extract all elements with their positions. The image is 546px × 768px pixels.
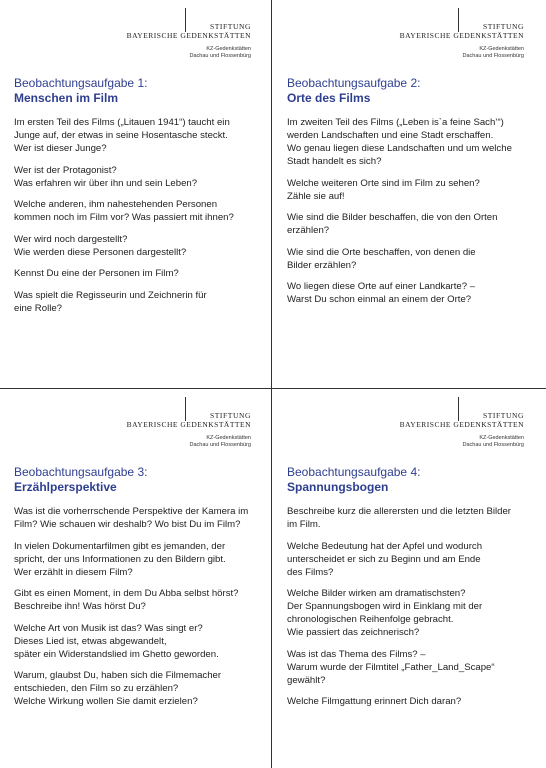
task-label: Beobachtungsaufgabe 1: [14,76,148,90]
question [287,116,537,168]
question-line: Welche Filmgattung erinnert Dich daran? [287,696,462,707]
logo-line-name: BAYERISCHE GEDENKSTÄTTEN [126,420,251,429]
question [287,177,537,203]
logo-bar [458,8,459,32]
question [14,669,264,708]
question [287,648,537,687]
task-label: Beobachtungsaufgabe 4: [287,465,421,479]
logo-line-stiftung: STIFTUNG [209,411,251,420]
question [287,211,537,237]
logo-line-name: BAYERISCHE GEDENKSTÄTTEN [399,31,524,40]
question-line: Welche weiteren Orte sind im Film zu sehen? [287,177,480,189]
logo-line-stiftung: STIFTUNG [209,22,251,31]
question-line: Was ist das Thema des Films? – [287,648,426,660]
question-line: Wer erzählt in diesem Film? [14,566,133,578]
question-line: Welche Wirkung wollen Sie damit erzielen? [14,696,198,707]
question-line: Film? Wie schauen wir deshalb? Wo bist Du im Film? [14,519,241,530]
task-card-2 [273,0,546,384]
question-line: Was ist die vorherrschende Perspektive der Kamera im [14,506,249,517]
question-line: Dieses Lied ist, etwas abgewandelt, [14,635,167,647]
logo-line-stiftung: STIFTUNG [482,22,524,31]
question [287,587,537,639]
question [14,267,264,280]
question [287,540,537,579]
question-line: erzählen? [287,225,330,236]
question-line: Bilder erzählen? [287,259,357,271]
logo-line-name: BAYERISCHE GEDENKSTÄTTEN [126,31,251,40]
foundation-logo [123,397,251,453]
logo-bar [458,397,459,421]
question-list [287,116,537,315]
question-line: gewählt? [287,674,326,686]
foundation-logo [123,8,251,64]
question-line: Junge auf, der etwas in seine Hosentasche steckt. [14,130,228,141]
question-line: eine Rolle? [14,302,63,314]
question-list [14,505,264,717]
question-line: Kennst Du eine der Personen im Film? [14,268,179,279]
logo-line-locations: Dachau und Flossenbürg [189,442,251,448]
question [14,116,264,155]
question-line: Wer ist der Protagonist? [14,164,117,176]
question [287,246,537,272]
question [14,540,264,579]
question-line: Wer wird noch dargestellt? [14,233,128,245]
logo-line-sites: KZ-Gedenkstätten [206,435,251,441]
question-list [287,505,537,717]
question-line: In vielen Dokumentarfilmen gibt es jemanden, der [14,540,226,552]
logo-line-name: BAYERISCHE GEDENKSTÄTTEN [399,420,524,429]
question-line: Warum, glaubst Du, haben sich die Filmemacher [14,670,222,681]
question-line: Welche Art von Musik ist das? Was singt er? [14,622,203,634]
question [14,289,264,315]
question [287,280,537,306]
question-line: Warst Du schon einmal an einem der Orte? [287,294,472,305]
question-line: Welche anderen, ihm nahestehenden Personen [14,199,218,210]
question-line: Wie werden diese Personen dargestellt? [14,246,187,258]
logo-line-locations: Dachau und Flossenbürg [462,442,524,448]
question-line: spricht, der uns Informationen zu den Bildern gibt. [14,553,226,565]
task-title: Erzählperspektive [14,480,117,494]
question-line: Zähle sie auf! [287,190,345,202]
question-line: Welche Bilder wirken am dramatischsten? [287,588,466,599]
question-line: Der Spannungsbogen wird in Einklang mit der [287,601,483,612]
task-title: Spannungsbogen [287,480,389,494]
question-list [14,116,264,323]
question-line: unterscheidet er sich zu Beginn und am Ende [287,553,481,565]
logo-line-sites: KZ-Gedenkstätten [479,435,524,441]
question [14,622,264,661]
question-line: Im zweiten Teil des Films („Leben is`a feine Sach’“) [287,117,504,128]
question-line: im Film. [287,519,321,530]
task-card-1 [0,0,273,384]
task-card-4 [273,389,546,768]
question [14,587,264,613]
foundation-logo [396,397,524,453]
logo-line-locations: Dachau und Flossenbürg [189,53,251,59]
question [287,695,537,708]
question-line: Wer ist dieser Junge? [14,143,107,154]
question-line: Beschreibe ihn! Was hörst Du? [14,601,146,612]
question-line: Welche Bedeutung hat der Apfel und wodurch [287,540,483,552]
question-line: Stadt handelt es sich? [287,156,382,167]
question-line: Was spielt die Regisseurin und Zeichnerin für [14,289,207,301]
question [14,198,264,224]
question-line: Beschreibe kurz die allerersten und die letzten Bilder [287,506,511,517]
logo-line-sites: KZ-Gedenkstätten [479,46,524,52]
logo-line-sites: KZ-Gedenkstätten [206,46,251,52]
task-title: Menschen im Film [14,91,119,105]
question-line: später ein Widerstandslied im Ghetto geworden. [14,648,219,660]
question-line: des Films? [287,566,334,578]
question-line: Was erfahren wir über ihn und sein Leben? [14,177,198,189]
task-label: Beobachtungsaufgabe 2: [287,76,421,90]
question-line: Wie passiert das zeichnerisch? [287,627,420,638]
question-line: Wo liegen diese Orte auf einer Landkarte? – [287,281,476,292]
question-line: Im ersten Teil des Films („Litauen 1941“) taucht ein [14,117,230,128]
question-line: Wo genau liegen diese Landschaften und um welche [287,143,512,154]
logo-line-stiftung: STIFTUNG [482,411,524,420]
task-title: Orte des Films [287,91,371,105]
question-line: kommen noch im Film vor? Was passiert mit ihnen? [14,212,234,223]
question-line: Wie sind die Orte beschaffen, von denen die [287,246,476,258]
logo-line-locations: Dachau und Flossenbürg [462,53,524,59]
question-line: werden Landschaften und eine Stadt erschaffen. [287,130,494,141]
question-line: entschieden, den Film so zu erzählen? [14,683,179,694]
task-card-3 [0,389,273,768]
question-line: Warum wurde der Filmtitel „Father_Land_Scape“ [287,661,495,673]
foundation-logo [396,8,524,64]
question [14,233,264,259]
question [14,164,264,190]
question [287,505,537,531]
question-line: chronologischen Reihenfolge gebracht. [287,614,454,625]
logo-bar [185,8,186,32]
question [14,505,264,531]
task-label: Beobachtungsaufgabe 3: [14,465,148,479]
question-line: Gibt es einen Moment, in dem Du Abba selbst hörst? [14,588,239,599]
logo-bar [185,397,186,421]
question-line: Wie sind die Bilder beschaffen, die von den Orten [287,212,498,223]
